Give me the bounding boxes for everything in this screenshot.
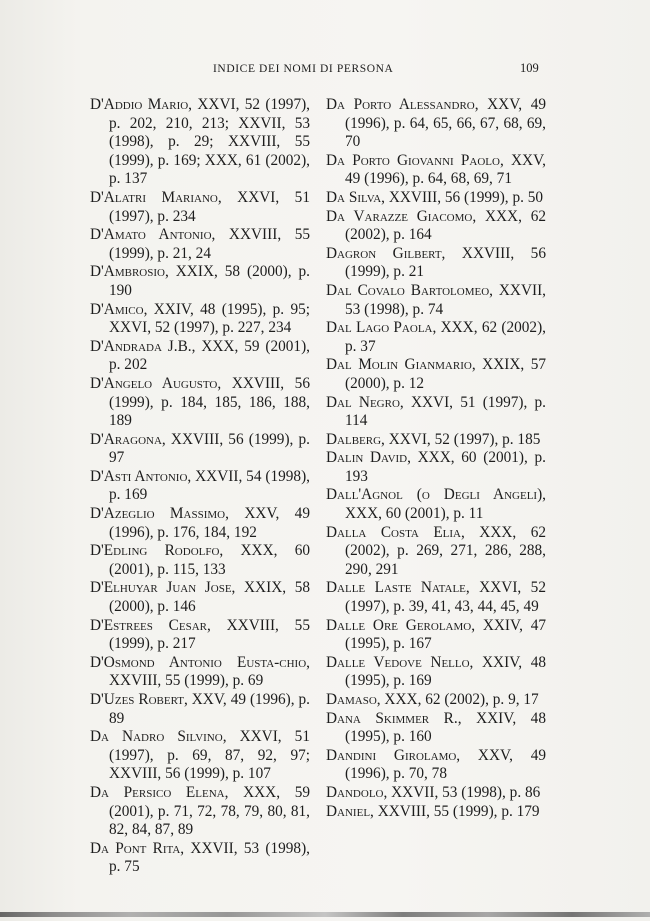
index-entry (90, 505, 310, 542)
index-entry (90, 189, 310, 226)
entry-references: XXIX, 57 (2000), p. 12 (345, 356, 546, 392)
index-entry (326, 579, 546, 616)
entry-name: D'Amico, (90, 300, 148, 318)
index-entry (326, 245, 546, 282)
entry-name: D'Ambrosio, (90, 263, 169, 281)
entry-name: Da Nadro Silvino, (90, 728, 227, 746)
entry-name: Dal Covalo Bartolomeo, (326, 281, 493, 299)
index-entry (326, 691, 546, 710)
entry-references: XXVI, 52 (1997), p. 202, 210, 213; XXVII, 53 (1998), p. 29; XXVIII, 55 (1999), p. 169; XXX, 61 (2002), p. 137 (109, 96, 311, 188)
entry-name: D'Elhuyar Juan Jose, (90, 579, 236, 597)
index-entry (326, 486, 546, 523)
entry-name: D'Addio Mario, (90, 96, 193, 113)
index-entry (90, 728, 310, 784)
index-column-left (90, 96, 310, 877)
entry-name: D'Asti Antonio, (90, 467, 192, 485)
index-entry (326, 449, 546, 486)
index-entry (90, 617, 310, 654)
entry-references: XXV, 49 (1996), p. 89 (109, 691, 310, 727)
entry-references: XXV, 49 (1996), p. 64, 68, 69, 71 (345, 151, 546, 188)
entry-name: Damaso, (326, 691, 381, 708)
entry-references: XXIV, 48 (1995), p. 160 (345, 709, 546, 746)
entry-name: D'Angelo Augusto, (90, 374, 222, 392)
entry-name: Da Persico Elena, (90, 783, 229, 801)
entry-references: XXX, 62 (2002), p. 9, 17 (380, 691, 539, 708)
entry-references: XXVI, 52 (1997), p. 185 (384, 430, 541, 448)
entry-references: XXX, 60 (2001), p. 11 (345, 505, 484, 523)
index-entry (90, 654, 310, 691)
entry-references: XXVI, 51 (1997), p. 114 (345, 393, 546, 430)
entry-name: Dalle Ore Gerolamo, (326, 616, 476, 634)
entry-name: D'Aragona, (90, 430, 166, 448)
entry-name: Da Porto Giovanni Paolo, (326, 151, 504, 169)
entry-name: Da Varazze Giacomo, (326, 207, 477, 225)
entry-references: XXVIII, 56 (1999), p. 21 (345, 244, 546, 281)
entry-references: XXVIII, 55 (1999), p. 179 (373, 802, 540, 820)
entry-references: XXVI, 52 (1997), p. 39, 41, 43, 44, 45, 49 (345, 579, 546, 616)
index-entry (326, 617, 546, 654)
entry-name: Dana Skimmer R., (326, 709, 462, 727)
entry-references: XXVIII, 56 (1999), p. 184, 185, 186, 188, 189 (109, 374, 310, 430)
entry-references: XXVII, 54 (1998), p. 169 (109, 467, 310, 504)
entry-name: Dalin David, (326, 449, 411, 467)
entry-references: XXVIII, 56 (1999), p. 97 (109, 430, 310, 467)
entry-name: D'Amato Antonio, (90, 226, 216, 244)
entry-references: XXX, 59 (2001), p. 202 (109, 337, 311, 374)
entry-name: Dalberg, (326, 430, 385, 448)
entry-references: XXV, 49 (1996), p. 70, 78 (345, 746, 546, 783)
entry-references: XXVII, 53 (1998), p. 74 (345, 281, 546, 318)
index-column-right (326, 96, 546, 821)
index-entry (90, 338, 310, 375)
index-entry (326, 356, 546, 393)
entry-name: Dal Negro, (326, 393, 404, 411)
index-entry (326, 282, 546, 319)
index-entry (326, 654, 546, 691)
index-entry (90, 226, 310, 263)
page-number: 109 (520, 61, 539, 75)
entry-references: XXVIII, 56 (1999), p. 50 (385, 188, 544, 206)
index-entry (326, 431, 546, 450)
entry-name: D'Uzes Robert, (90, 691, 188, 708)
entry-references: XXIX, 58 (2000), p. 190 (109, 263, 310, 299)
index-entry (90, 375, 310, 431)
entry-name: D'Azeglio Massimo, (90, 505, 229, 523)
entry-name: Dagron Gilbert, (326, 244, 446, 262)
entry-references: XXIX, 58 (2000), p. 146 (109, 579, 310, 616)
index-entry (90, 840, 310, 877)
index-entry (90, 96, 310, 189)
index-entry (326, 394, 546, 431)
entry-references: XXV, 49 (1996), p. 176, 184, 192 (109, 505, 310, 541)
entry-references: XXIV, 47 (1995), p. 167 (345, 616, 546, 653)
running-title: INDICE DEI NOMI DI PERSONA (213, 63, 394, 75)
entry-references: XXX, 62 (2002), p. 37 (345, 319, 546, 355)
entry-references: XXVII, 53 (1998), p. 75 (109, 839, 310, 876)
index-entry (90, 301, 310, 338)
entry-name: Dalla Costa Elia, (326, 523, 465, 541)
entry-name: Dall'Agnol (o Degli Angeli), (326, 486, 546, 504)
entry-name: Dal Lago Paola, (326, 319, 437, 337)
entry-references: XXVII, 53 (1998), p. 86 (387, 783, 541, 801)
scan-edge-artifact (0, 912, 650, 917)
entry-references: XXIV, 48 (1995), p. 95; XXVI, 52 (1997), p. 227, 234 (109, 300, 310, 337)
entry-references: XXIV, 48 (1995), p. 169 (345, 653, 546, 690)
index-entry (326, 208, 546, 245)
entry-name: Daniel, (326, 802, 374, 820)
index-entry (326, 784, 546, 803)
entry-references: XXX, 60 (2001), p. 115, 133 (109, 542, 310, 578)
entry-name: Dalle Laste Natale, (326, 579, 470, 597)
entry-references: XXX, 62 (2002), p. 269, 271, 286, 288, 290, 291 (345, 523, 546, 578)
entry-name: D'Andrada J.B., (90, 337, 196, 355)
index-entry (90, 468, 310, 505)
index-entry (326, 524, 546, 580)
index-entry (90, 784, 310, 840)
entry-name: Da Silva, (326, 188, 385, 206)
index-entry (326, 747, 546, 784)
entry-references: XXVIII, 55 (1999), p. 69 (109, 672, 264, 690)
entry-name: Da Pont Rita, (90, 839, 185, 857)
entry-references: XXV, 49 (1996), p. 64, 65, 66, 67, 68, 69, 70 (345, 96, 546, 151)
index-entry (326, 189, 546, 208)
index-entry (326, 319, 546, 356)
index-entry (326, 710, 546, 747)
index-entry (90, 542, 310, 579)
entry-references: XXX, 62 (2002), p. 164 (345, 207, 546, 244)
index-entry (90, 579, 310, 616)
entry-references: XXVI, 51 (1997), p. 69, 87, 92, 97; XXVIII, 56 (1999), p. 107 (109, 728, 310, 783)
index-entry (90, 431, 310, 468)
entry-name: D'Alatri Mariano, (90, 188, 222, 206)
entry-references: XXX, 59 (2001), p. 71, 72, 78, 79, 80, 81, 82, 84, 87, 89 (109, 783, 310, 839)
index-entry (90, 691, 310, 728)
index-entry (326, 152, 546, 189)
entry-references: XXVI, 51 (1997), p. 234 (109, 188, 310, 225)
entry-name: Dal Molin Gianmario, (326, 356, 476, 374)
entry-name: Dandolo, (326, 783, 388, 801)
index-entry (90, 263, 310, 300)
entry-name: Da Porto Alessandro, (326, 96, 479, 113)
entry-name: D'Estrees Cesar, (90, 616, 211, 634)
entry-references: XXVIII, 55 (1999), p. 21, 24 (109, 226, 310, 262)
index-entry (326, 803, 546, 822)
entry-references: XXVIII, 55 (1999), p. 217 (109, 616, 310, 653)
entry-name: Dalle Vedove Nello, (326, 653, 474, 671)
entry-name: D'Edling Rodolfo, (90, 542, 224, 560)
entry-name: D'Osmond Antonio Eusta-chio, (90, 653, 310, 671)
entry-name: Dandini Girolamo, (326, 746, 461, 764)
index-entry (326, 96, 546, 152)
entry-references: XXX, 60 (2001), p. 193 (345, 449, 547, 485)
